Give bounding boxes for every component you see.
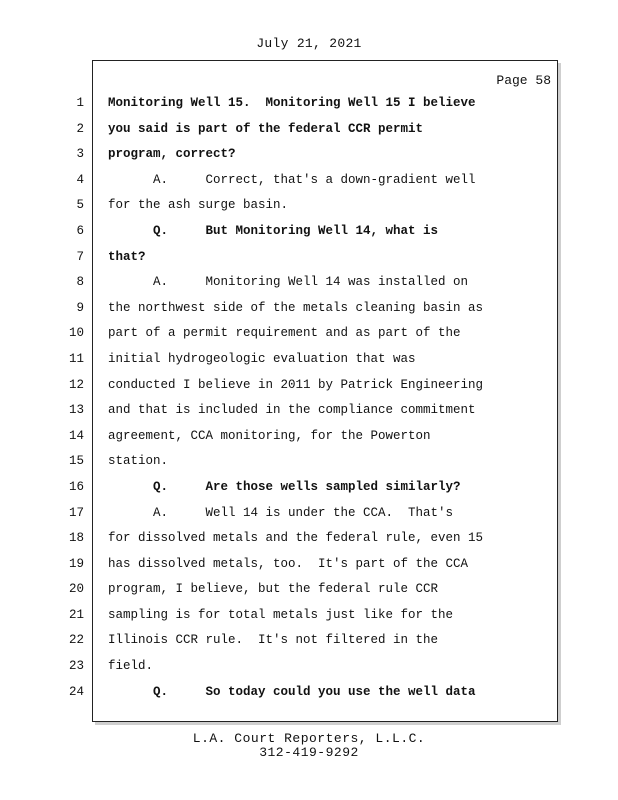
transcript-line: A. Correct, that's a down-gradient well	[108, 172, 476, 187]
transcript-line: that?	[108, 249, 146, 264]
transcript-line: has dissolved metals, too. It's part of the CCA	[108, 556, 469, 571]
line-number: 18	[68, 531, 84, 546]
line-number: 3	[76, 147, 84, 162]
transcript-line: and that is included in the compliance commitment	[108, 403, 476, 418]
transcript-line: Q. Are those wells sampled similarly?	[108, 479, 461, 494]
line-number: 5	[76, 198, 84, 213]
line-number: 8	[76, 275, 84, 290]
line-number: 11	[68, 351, 84, 366]
line-number: 7	[76, 249, 84, 264]
line-number: 15	[68, 454, 84, 469]
line-number: 4	[76, 172, 84, 187]
line-number: 1	[76, 96, 84, 110]
transcript-line: part of a permit requirement and as part of the	[108, 326, 461, 341]
line-number-column	[62, 94, 84, 708]
line-number: 14	[68, 428, 84, 443]
line-number: 21	[68, 607, 84, 622]
line-number: 10	[68, 326, 84, 341]
transcript-text	[108, 94, 548, 708]
transcript-line: A. Monitoring Well 14 was installed on	[108, 275, 469, 290]
transcript-line: Q. So today could you use the well data	[108, 684, 476, 699]
transcript-line: agreement, CCA monitoring, for the Powerton	[108, 428, 431, 443]
footer	[0, 732, 618, 760]
transcript-line: program, correct?	[108, 147, 236, 162]
transcript-line: conducted I believe in 2011 by Patrick Engineering	[108, 377, 484, 392]
line-number: 20	[68, 582, 84, 597]
transcript-line: Illinois CCR rule. It's not filtered in the	[108, 633, 439, 648]
line-number: 17	[68, 505, 84, 520]
transcript-line: station.	[108, 454, 169, 469]
transcript-line: Q. But Monitoring Well 14, what is	[108, 223, 439, 238]
transcript-line: field.	[108, 659, 154, 674]
line-number: 24	[68, 684, 84, 699]
page-number: Page 58	[496, 73, 551, 88]
line-number: 6	[76, 223, 84, 238]
line-number: 9	[76, 300, 84, 315]
line-number: 13	[68, 403, 84, 418]
transcript-line: for the ash surge basin.	[108, 198, 289, 213]
transcript-line: initial hydrogeologic evaluation that was	[108, 351, 416, 366]
line-number: 2	[76, 121, 84, 136]
transcript-date: July 21, 2021	[256, 36, 362, 51]
transcript-line: Monitoring Well 15. Monitoring Well 15 I believe	[108, 96, 476, 110]
line-number: 23	[68, 659, 84, 674]
transcript-line: A. Well 14 is under the CCA. That's	[108, 505, 454, 520]
line-number: 22	[68, 633, 84, 648]
transcript-line: program, I believe, but the federal rule CCR	[108, 582, 439, 597]
transcript-line: you said is part of the federal CCR permit	[108, 121, 424, 136]
line-number: 16	[68, 479, 84, 494]
transcript-line: the northwest side of the metals cleaning basin as	[108, 300, 484, 315]
court-reporter-name: L.A. Court Reporters, L.L.C.	[192, 731, 426, 746]
court-reporter-phone: 312-419-9292	[259, 745, 359, 760]
transcript-line: sampling is for total metals just like for the	[108, 607, 454, 622]
transcript-line: for dissolved metals and the federal rule, even 15	[108, 531, 484, 546]
line-number: 19	[68, 556, 84, 571]
line-number: 12	[68, 377, 84, 392]
